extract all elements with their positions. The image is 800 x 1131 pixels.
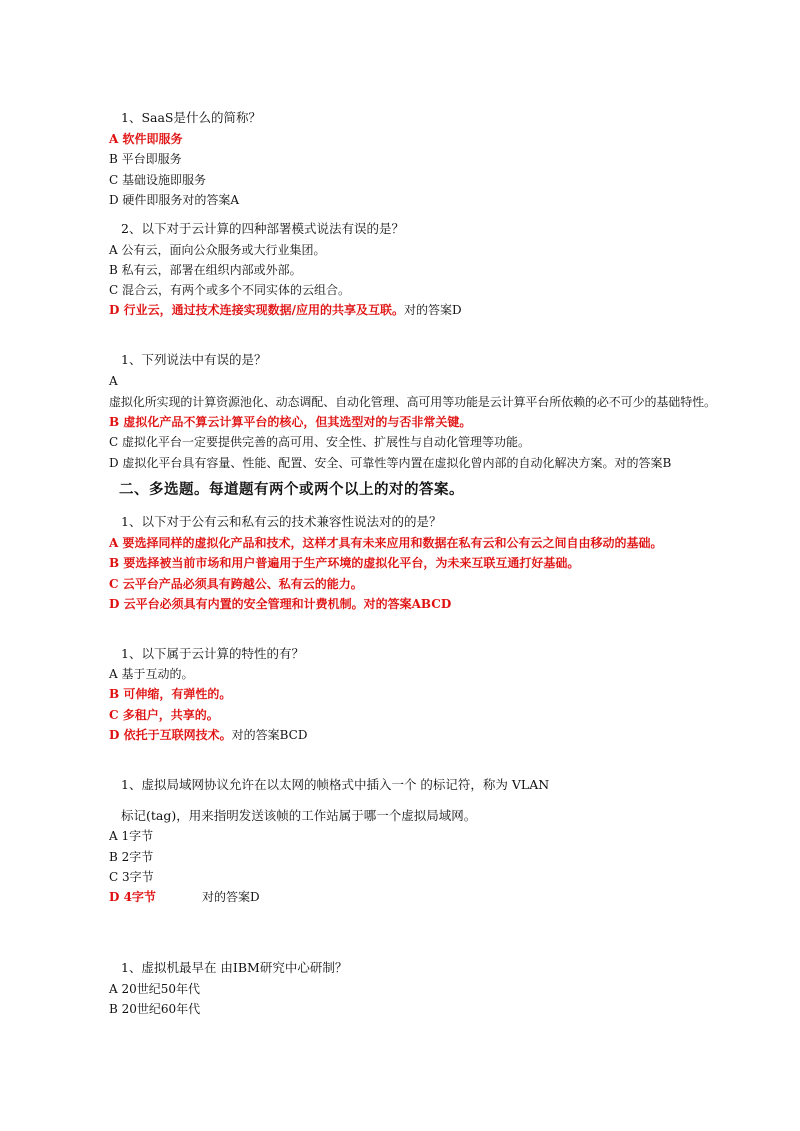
option-c: C 多租户，共享的。 [109, 708, 219, 722]
option-a: A 公有云，面向公众服务或大行业集团。 [109, 243, 326, 257]
option-b: B 私有云，部署在组织内部或外部。 [109, 263, 302, 277]
option-d: D 硬件即服务对的答案A [109, 193, 240, 207]
question-text: 1、下列说法中有误的是？ [121, 352, 267, 367]
option-c: C 基础设施即服务 [109, 173, 206, 187]
option-a: A 软件即服务 [109, 132, 183, 146]
option-b: B 20世纪60年代 [109, 1002, 201, 1016]
option-d [109, 302, 462, 318]
option-d-text: D 依托于互联网技术。 [109, 728, 232, 742]
option-d [109, 889, 260, 905]
option-a-text: 虚拟化所实现的计算资源池化、动态调配、自动化管理、高可用等功能是云计算平台所依赖的必不可少的基础特性。 [109, 395, 716, 409]
option-d: D 虚拟化平台具有容量、性能、配置、安全、可靠性等内置在虚拟化曾内部的自动化解决方案。对的答案B [109, 456, 672, 470]
option-b: B 可伸缩，有弹性的。 [109, 687, 232, 701]
question-text: 1、以下属于云计算的特性的有？ [121, 646, 304, 661]
option-a: A 20世纪50年代 [109, 982, 201, 996]
option-c: C 虚拟化平台一定要提供完善的高可用、安全性、扩展性与自动化管理等功能。 [109, 435, 530, 449]
option-b: B 要选择被当前市场和用户普遍用于生产环境的虚拟化平台，为未来互联互通打好基础。 [109, 556, 580, 570]
question-text: 1、以下对于公有云和私有云的技术兼容性说法对的的是？ [121, 514, 442, 529]
question-text: 1、SaaS是什么的简称？ [121, 110, 261, 125]
option-a-label: A [109, 374, 118, 388]
option-b: B 平台即服务 [109, 152, 182, 166]
question-text: 1、虚拟机最早在 由IBM研究中心研制？ [121, 960, 348, 975]
option-b: B 2字节 [109, 850, 154, 864]
answer-text: 对的答案D [201, 890, 260, 904]
option-b: B 虚拟化产品不算云计算平台的核心，但其选型对的与否非常关键。 [109, 415, 472, 429]
option-a: A 基于互动的。 [109, 667, 194, 681]
answer-text: 对的答案BCD [231, 728, 308, 742]
answer-text: 对的答案D [403, 303, 462, 317]
option-a: A 要选择同样的虚拟化产品和技术，这样才具有未来应用和数据在私有云和公有云之间自由移动的基础。 [109, 536, 663, 550]
option-d-text: D 4字节 [109, 890, 156, 904]
question-text: 1、虚拟局域网协议允许在以太网的帧格式中插入一个 的标记符，称为 VLAN [121, 777, 550, 792]
option-d-text: D 行业云，通过技术连接实现数据/应用的共享及互联。 [109, 303, 404, 317]
option-c: C 云平台产品必须具有跨越公、私有云的能力。 [109, 577, 363, 591]
question-text-continued: 标记(tag)，用来指明发送该帧的工作站属于哪一个虚拟局域网。 [121, 808, 477, 823]
option-c: C 混合云，有两个或多个不同实体的云组合。 [109, 283, 350, 297]
section-heading: 二、多选题。每道题有两个或两个以上的对的答案。 [119, 481, 464, 498]
option-d: D 云平台必须具有内置的安全管理和计费机制。对的答案ABCD [109, 597, 452, 611]
question-text: 2、以下对于云计算的四种部署模式说法有误的是？ [121, 221, 404, 236]
option-d [109, 727, 307, 743]
option-c: C 3字节 [109, 870, 154, 884]
option-a: A 1字节 [109, 829, 154, 843]
